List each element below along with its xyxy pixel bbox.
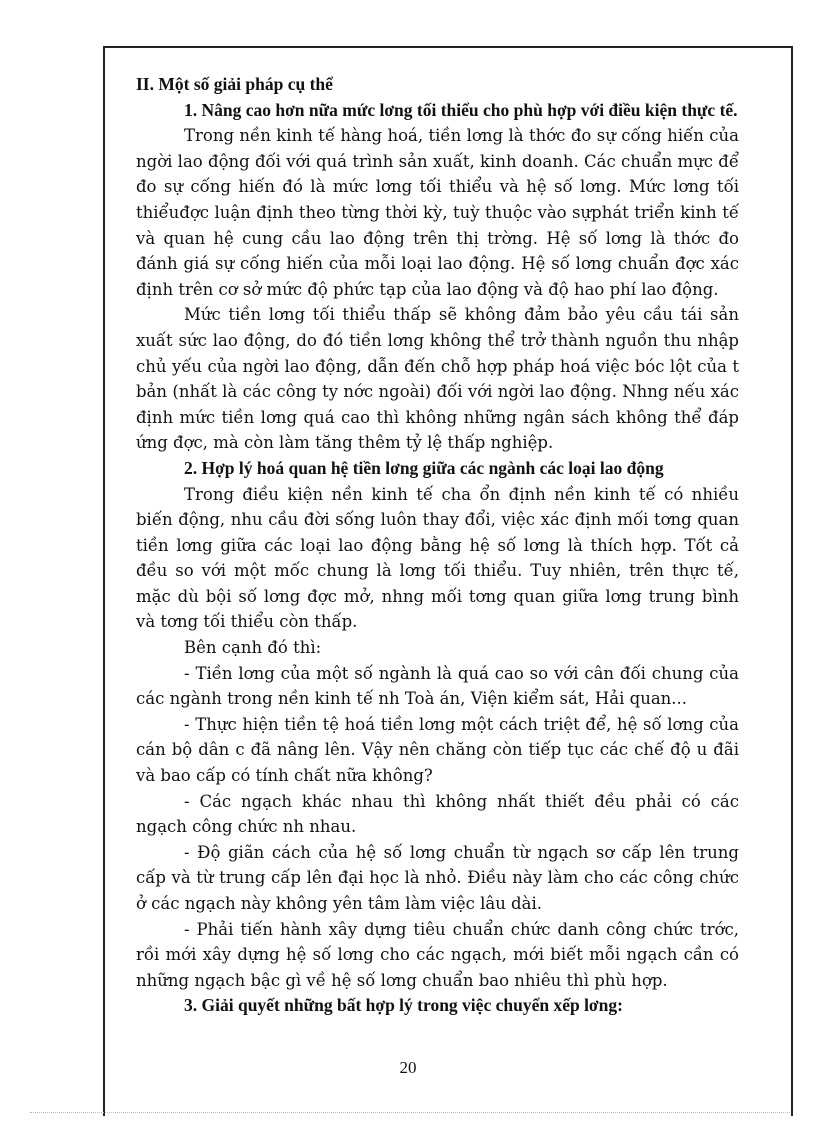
section-2-bullet: - Tiền lơng của một số ngành là quá cao so với cân đối chung của các ngành trong nền kinh tế nh Toà án, Viện kiểm sát, Hải quan... [136, 663, 739, 709]
section-1-title: 1. Nâng cao hơn nữa mức lơng tối thiểu cho phù hợp với điều kiện thực tế. [184, 99, 738, 120]
section-2-paragraph: Bên cạnh đó thì: [184, 638, 322, 658]
section-2-title: 2. Hợp lý hoá quan hệ tiền lơng giữa các ngành các loại lao động [184, 457, 664, 478]
section-2-paragraph: Trong điều kiện nền kinh tế cha ổn định nền kinh tế có nhiều biến động, nhu cầu đời sống luôn thay đổi, việc xác định mối tơng quan tiền lơng giữa các loại lao động bằng hệ số lơng là thích hợp. Tốt cả đều so với một mốc chung là lơng tối thiểu. Tuy nhiên, trên thực tế, mặc dù bội số lơng đợc mở, nhng mối tơng quan giữa lơng trung bình và tơng tối thiểu còn thấp. [136, 484, 739, 632]
page-number: 20 [399, 1058, 417, 1077]
document-body [136, 72, 739, 1019]
section-2-bullet: - Các ngạch khác nhau thì không nhất thiết đều phải có các ngạch công chức nh nhau. [136, 791, 739, 837]
section-3-title: 3. Giải quyết những bất hợp lý trong việc chuyển xếp lơng: [184, 995, 623, 1016]
main-heading: II. Một số giải pháp cụ thể [136, 74, 333, 94]
page-bottom-divider [30, 1112, 790, 1113]
section-2-bullet: - Thực hiện tiền tệ hoá tiền lơng một cách triệt để, hệ số lơng của cán bộ dân c đã nâng lên. Vậy nên chăng còn tiếp tục các chế độ u đãi và bao cấp có tính chất nữa không? [136, 714, 739, 786]
section-1-paragraph: Mức tiền lơng tối thiểu thấp sẽ không đảm bảo yêu cầu tái sản xuất sức lao động, do đó tiền lơng không thể trở thành nguồn thu nhập chủ yếu của ngời lao động, dẫn đến chỗ hợp pháp hoá việc bóc lột của t bản (nhất là các công ty nớc ngoài) đối với ngời lao động. Nhng nếu xác định mức tiền lơng quá cao thì không những ngân sách không thể đáp ứng đợc, mà còn làm tăng thêm tỷ lệ thấp nghiệp. [136, 305, 739, 453]
section-1-paragraph: Trong nền kinh tế hàng hoá, tiền lơng là thớc đo sự cống hiến của ngời lao động đối với quá trình sản xuất, kinh doanh. Các chuẩn mực để đo sự cống hiến đó là mức lơng tối thiểu và hệ số lơng. Mức lơng tối thiểuđợc luận định theo từng thời kỳ, tuỳ thuộc vào sựphát triển kinh tế và quan hệ cung cầu lao động trên thị trờng. Hệ số lơng là thớc đo đánh giá sự cống hiến của mỗi loại lao động. Hệ số lơng chuẩn đợc xác định trên cơ sở mức độ phức tạp của lao động và độ hao phí lao động. [136, 126, 739, 299]
section-2-bullet: - Độ giãn cách của hệ số lơng chuẩn từ ngạch sơ cấp lên trung cấp và từ trung cấp lên đại học là nhỏ. Điều này làm cho các công chức ở các ngạch này không yên tâm làm việc lâu dài. [136, 842, 739, 913]
section-2-bullet: - Phải tiến hành xây dựng tiêu chuẩn chức danh công chức trớc, rồi mới xây dựng hệ số lơng cho các ngạch, mới biết mỗi ngạch cần có những ngạch bậc gì về hệ số lơng chuẩn bao nhiêu thì phù hợp. [136, 919, 739, 990]
